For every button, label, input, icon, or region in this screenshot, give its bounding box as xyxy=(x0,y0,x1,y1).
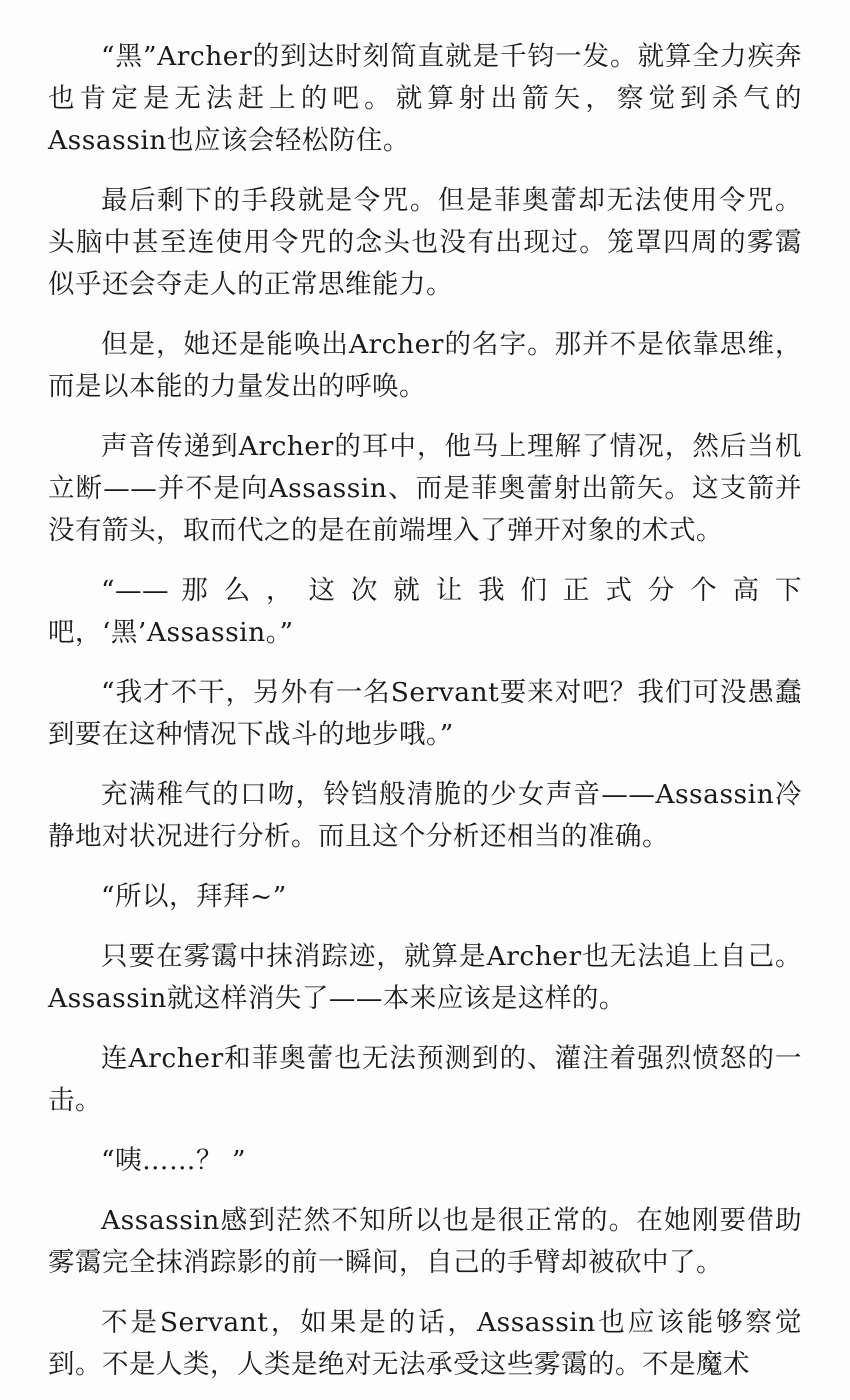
paragraph-3: 但是，她还是能唤出Archer的名字。那并不是依靠思维，而是以本能的力量发出的呼唤。 xyxy=(48,329,802,402)
paragraph-13: 不是Servant，如果是的话，Assassin也应该能够察觉到。不是人类，人类是绝对无法承受这些雾霭的。不是魔术 xyxy=(48,1307,802,1380)
paragraph-2: 最后剩下的手段就是令咒。但是菲奥蕾却无法使用令咒。头脑中甚至连使用令咒的念头也没有出现过。笼罩四周的雾霭似乎还会夺走人的正常思维能力。 xyxy=(48,185,802,300)
paragraph-9: 只要在雾霭中抹消踪迹，就算是Archer也无法追上自己。Assassin就这样消失了——本来应该是这样的。 xyxy=(48,941,802,1014)
paragraph-7: 充满稚气的口吻，铃铛般清脆的少女声音——Assassin冷静地对状况进行分析。而且这个分析还相当的准确。 xyxy=(48,779,802,852)
paragraph-4: 声音传递到Archer的耳中，他马上理解了情况，然后当机立断——并不是向Assassin、而是菲奥蕾射出箭矢。这支箭并没有箭头，取而代之的是在前端埋入了弹开对象的术式。 xyxy=(48,431,802,546)
paragraph-5-dialogue: “—— 那 么 ， 这 次 就 让 我 们 正 式 分 个 高 下吧，‘黑’Assassin。” xyxy=(48,575,802,648)
paragraph-11-dialogue: “咦……？ ” xyxy=(101,1145,247,1176)
paragraph-1: “黑”Archer的到达时刻简直就是千钧一发。就算全力疾奔也肯定是无法赶上的吧。就算射出箭矢，察觉到杀气的Assassin也应该会轻松防住。 xyxy=(48,41,802,156)
paragraph-12: Assassin感到茫然不知所以也是很正常的。在她刚要借助雾霭完全抹消踪影的前一瞬间，自己的手臂却被砍中了。 xyxy=(48,1205,802,1278)
paragraph-6-dialogue: “我才不干，另外有一名Servant要来对吧？我们可没愚蠢到要在这种情况下战斗的地步哦。” xyxy=(48,677,802,750)
paragraph-10: 连Archer和菲奥蕾也无法预测到的、灌注着强烈愤怒的一击。 xyxy=(48,1043,802,1116)
paragraph-8-dialogue: “所以，拜拜~” xyxy=(101,881,287,912)
